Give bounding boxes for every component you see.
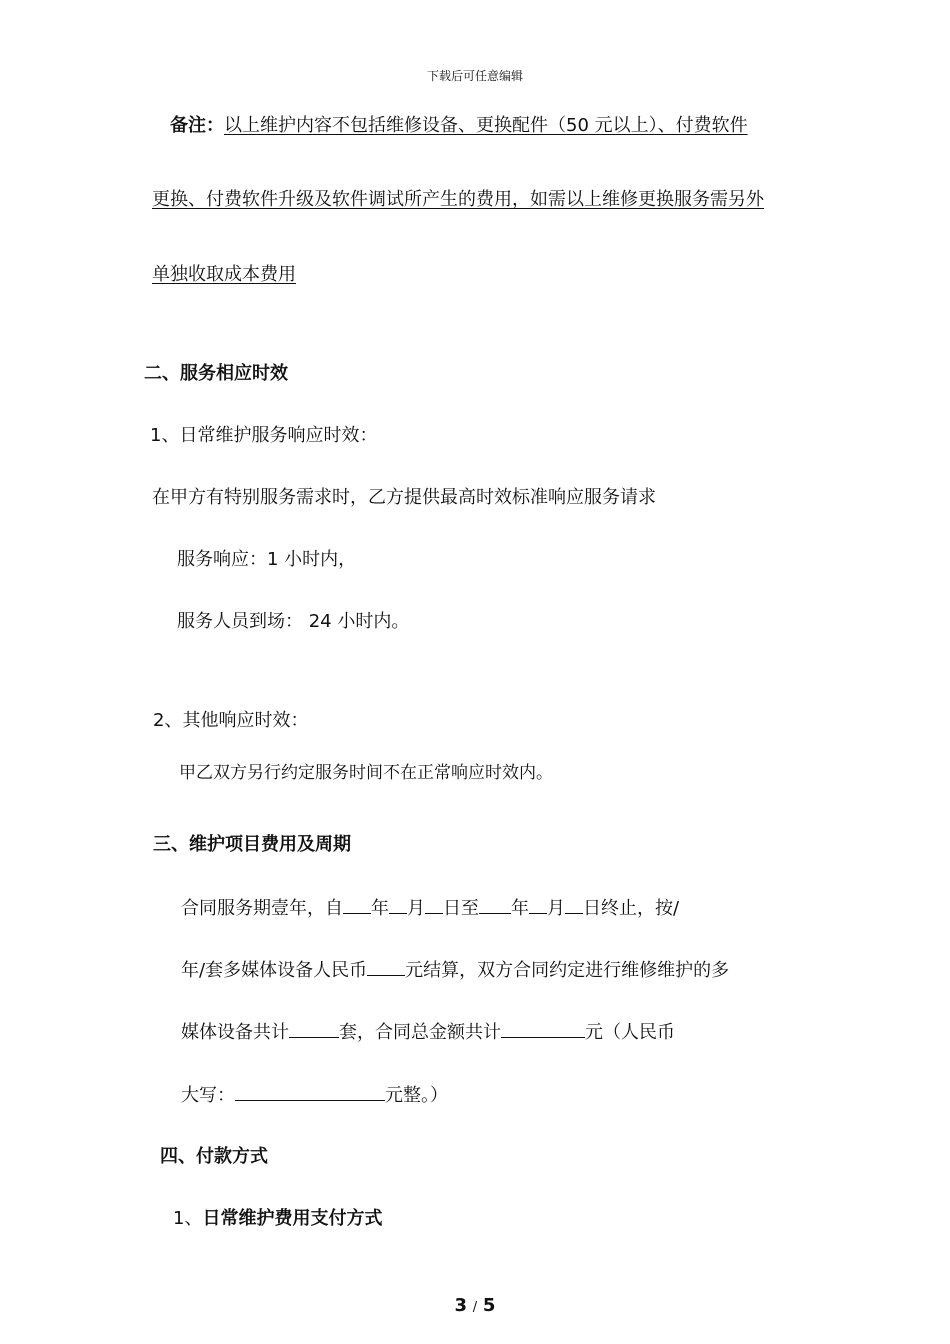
onsite-arrival-time: 服务人员到场： 24 小时内。 xyxy=(177,611,410,632)
text-segment: 元整。） xyxy=(385,1085,448,1106)
section-3-paragraph-line-3 xyxy=(181,1019,675,1045)
text-segment: 年/套多媒体设备人民币 xyxy=(181,960,368,981)
note-line-2: 更换、付费软件升级及软件调试所产生的费用，如需以上维修更换服务需另外 xyxy=(152,189,764,210)
page-separator: / xyxy=(472,1300,478,1315)
blank-day-end xyxy=(565,895,583,914)
section-3-title: 三、维护项目费用及周期 xyxy=(153,834,351,855)
note-line-3: 单独收取成本费用 xyxy=(152,264,296,285)
page-header: 下载后可任意编辑 xyxy=(426,69,523,83)
item-title: 日常维护费用支付方式 xyxy=(202,1208,383,1229)
blank-month-start xyxy=(389,895,407,914)
section-3-paragraph-line-1 xyxy=(181,895,679,921)
section-2-title: 二、服务相应时效 xyxy=(144,363,288,384)
page-number xyxy=(0,1294,950,1320)
section-2-item-1-title: 1、日常维护服务响应时效： xyxy=(150,425,378,446)
blank-total-amount xyxy=(501,1019,585,1038)
note-text-1: 以上维护内容不包括维修设备、更换配件（50 元以上）、付费软件 xyxy=(224,115,748,136)
text-segment: 元（人民币 xyxy=(585,1022,675,1043)
note-label: 备注： xyxy=(170,115,224,136)
blank-device-count xyxy=(289,1019,339,1038)
blank-unit-price xyxy=(367,957,405,976)
current-page: 3 xyxy=(454,1295,468,1316)
section-4-title: 四、付款方式 xyxy=(160,1146,268,1167)
service-response-time: 服务响应：1 小时内， xyxy=(177,549,357,570)
blank-day-start xyxy=(425,895,443,914)
section-2-item-1-desc: 在甲方有特别服务需求时，乙方提供最高时效标准响应服务请求 xyxy=(152,487,656,508)
note-line-1 xyxy=(170,114,748,138)
blank-month-end xyxy=(529,895,547,914)
text-segment: 日至 xyxy=(443,898,479,919)
section-4-item-1-title xyxy=(173,1207,382,1231)
section-2-item-2-title: 2、其他响应时效： xyxy=(153,710,309,731)
text-segment: 大写： xyxy=(181,1085,235,1106)
section-3-paragraph-line-4 xyxy=(181,1082,448,1108)
blank-year-start xyxy=(343,895,371,914)
text-segment: 月 xyxy=(407,898,425,919)
text-segment: 合同服务期壹年，自 xyxy=(181,898,343,919)
text-segment: 月 xyxy=(547,898,565,919)
text-segment: 日终止，按/ xyxy=(583,898,680,919)
section-2-item-2-desc: 甲乙双方另行约定服务时间不在正常响应时效内。 xyxy=(179,763,553,783)
text-segment: 套，合同总金额共计 xyxy=(339,1022,501,1043)
text-segment: 元结算，双方合同约定进行维修维护的多 xyxy=(405,960,730,981)
total-pages: 5 xyxy=(482,1295,496,1316)
blank-amount-in-words xyxy=(235,1082,385,1101)
item-number: 1、 xyxy=(173,1208,203,1229)
text-segment: 年 xyxy=(511,898,529,919)
section-3-paragraph-line-2 xyxy=(181,957,729,983)
text-segment: 媒体设备共计 xyxy=(181,1022,289,1043)
blank-year-end xyxy=(479,895,511,914)
text-segment: 年 xyxy=(371,898,389,919)
